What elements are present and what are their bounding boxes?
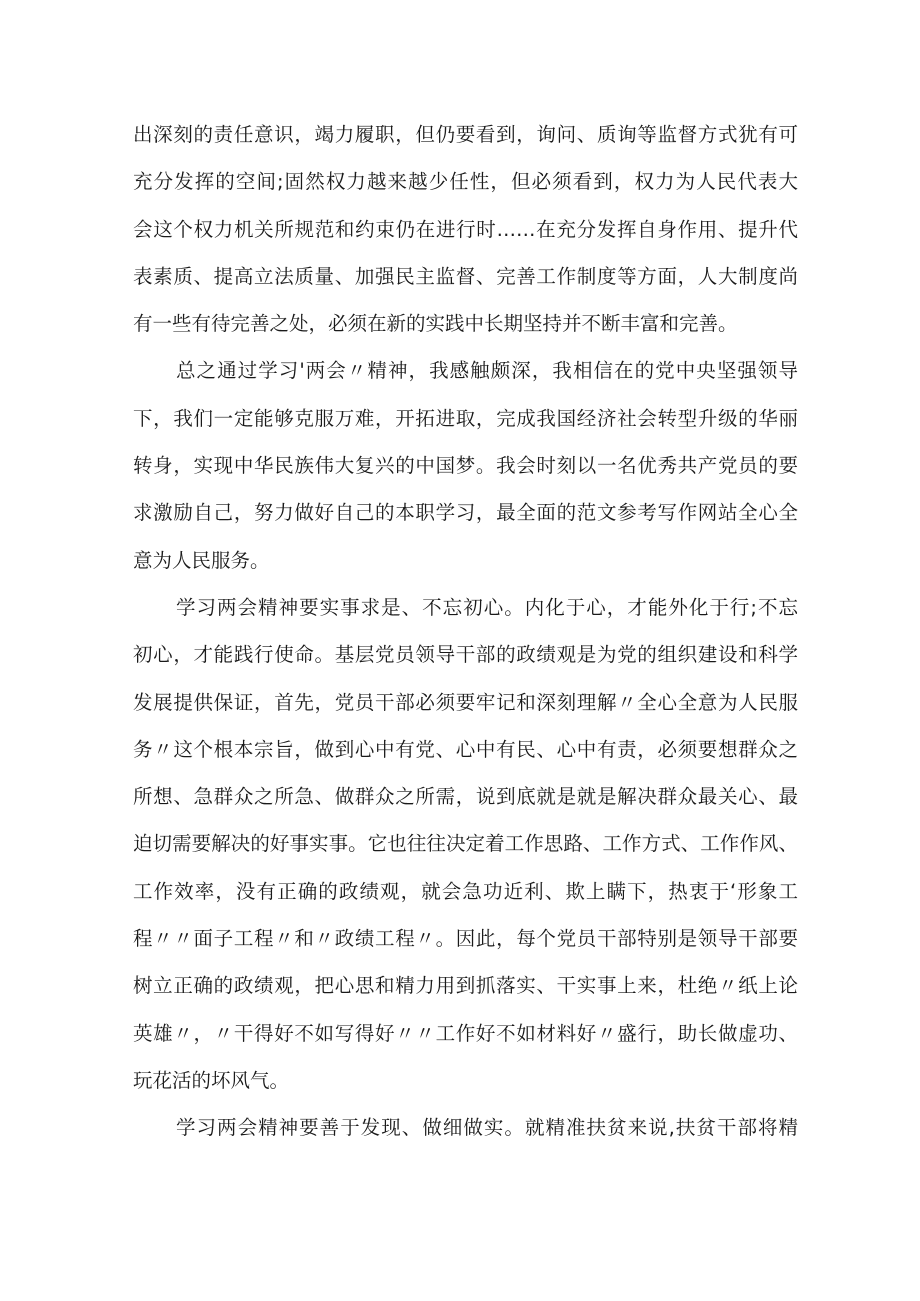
paragraph-2 [133, 347, 798, 583]
text-line: 求激励自己，努力做好自己的本职学习，最全面的范文参考写作网站全心全 [133, 501, 798, 525]
paragraph-1 [133, 111, 798, 347]
text-line: 会这个权力机关所规范和约束仍在进行时……在充分发挥自身作用、提升代 [133, 217, 798, 241]
text-line: 学习两会精神要善于发现、做细做实。就精准扶贫来说,扶贫干部将精 [176, 1116, 798, 1140]
text-line: 英雄〃，〃干得好不如写得好〃〃工作好不如材料好〃盛行，助长做虚功、 [133, 1021, 798, 1045]
text-line: 务〃这个根本宗旨，做到心中有党、心中有民、心中有责，必须要想群众之 [133, 737, 798, 761]
text-line: 程〃〃面子工程〃和〃政绩工程〃。因此，每个党员干部特别是领导干部要 [133, 927, 798, 951]
text-line: 学习两会精神要实事求是、不忘初心。内化于心，才能外化于行;不忘 [176, 595, 798, 619]
text-line: 发展提供保证，首先，党员干部必须要牢记和深刻理解〃全心全意为人民服 [133, 690, 798, 714]
text-line: 转身，实现中华民族伟大复兴的中国梦。我会时刻以一名优秀共产党员的要 [133, 454, 798, 478]
text-line: 出深刻的责任意识，竭力履职，但仍要看到，询问、质询等监督方式犹有可 [133, 123, 798, 146]
paragraph-3 [133, 584, 798, 1104]
document-page [133, 111, 798, 1152]
text-line: 下，我们一定能够克服万难，开拓进取，完成我国经济社会转型升级的华丽 [133, 406, 798, 430]
text-line: 工作效率，没有正确的政绩观，就会急功近利、欺上瞒下，热衷于‘形象工 [133, 879, 798, 903]
text-line: 迫切需要解决的好事实事。它也往往决定着工作思路、工作方式、工作作风、 [133, 832, 798, 856]
text-line: 充分发挥的空间;固然权力越来越少任性，但必须看到，权力为人民代表大 [133, 170, 798, 194]
text-line: 有一些有待完善之处，必须在新的实践中长期坚持并不断丰富和完善。 [133, 312, 738, 336]
text-line: 玩花活的坏风气。 [133, 1068, 290, 1092]
text-line: 意为人民服务。 [133, 548, 270, 572]
text-line: 总之通过学习'两会〃精神，我感触颇深，我相信在的党中央坚强领导 [176, 359, 798, 383]
text-line: 所想、急群众之所急、做群众之所需，说到底就是就是解决群众最关心、最 [133, 785, 798, 809]
text-line: 表素质、提高立法质量、加强民主监督、完善工作制度等方面，人大制度尚 [133, 264, 798, 288]
paragraph-4 [133, 1104, 798, 1151]
text-line: 初心，才能践行使命。基层党员领导干部的政绩观是为党的组织建设和科学 [133, 643, 798, 667]
text-line: 树立正确的政绩观，把心思和精力用到抓落实、干实事上来，杜绝〃纸上论 [133, 974, 798, 998]
